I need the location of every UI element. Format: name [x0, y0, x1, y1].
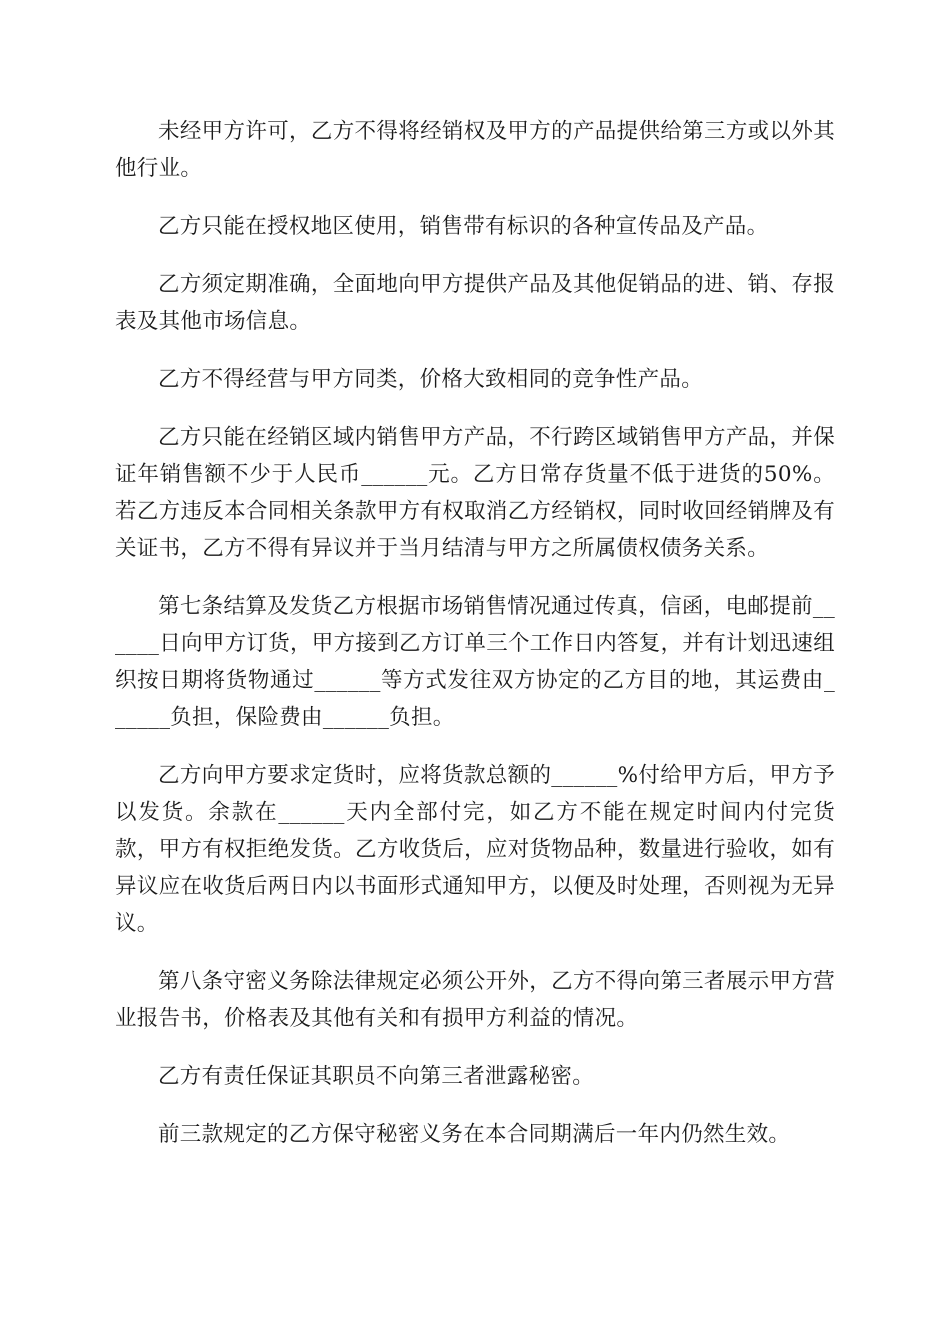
paragraph-9: 乙方有责任保证其职员不向第三者泄露秘密。: [158, 1064, 595, 1089]
document-page: [115, 113, 835, 1174]
paragraph-5: 乙方只能在经销区域内销售甲方产品，不行跨区域销售甲方产品，并保证年销售额不少于人民币______元。乙方日常存货量不低于进货的50%。若乙方违反本合同相关条款甲方有权取消乙方经销权，同时收回经销牌及有关证书，乙方不得有异议并于当月结清与甲方之所属债权债务关系。: [115, 425, 835, 561]
paragraph-7: 乙方向甲方要求定货时，应将货款总额的______%付给甲方后，甲方予以发货。余款在______天内全部付完，如乙方不能在规定时间内付完货款，甲方有权拒绝发货。乙方收货后，应对货物品种，数量进行验收，如有异议应在收货后两日内以书面形式通知甲方，以便及时处理，否则视为无异议。: [115, 763, 835, 936]
paragraph-8: 第八条守密义务除法律规定必须公开外，乙方不得向第三者展示甲方营业报告书，价格表及其他有关和有损甲方利益的情况。: [115, 969, 835, 1031]
paragraph-4: 乙方不得经营与甲方同类，价格大致相同的竞争性产品。: [158, 367, 704, 392]
paragraph-10: 前三款规定的乙方保守秘密义务在本合同期满后一年内仍然生效。: [158, 1122, 791, 1147]
paragraph-1: 未经甲方许可，乙方不得将经销权及甲方的产品提供给第三方或以外其他行业。: [115, 119, 835, 181]
paragraph-3: 乙方须定期准确，全面地向甲方提供产品及其他促销品的进、销、存报表及其他市场信息。: [115, 272, 835, 334]
paragraph-2: 乙方只能在授权地区使用，销售带有标识的各种宣传品及产品。: [158, 214, 769, 239]
paragraph-6: 第七条结算及发货乙方根据市场销售情况通过传真，信函，电邮提前______日向甲方订货，甲方接到乙方订单三个工作日内答复，并有计划迅速组织按日期将货物通过______等方式发往双方协定的乙方目的地，其运费由______负担，保险费由______负担。: [115, 594, 836, 730]
